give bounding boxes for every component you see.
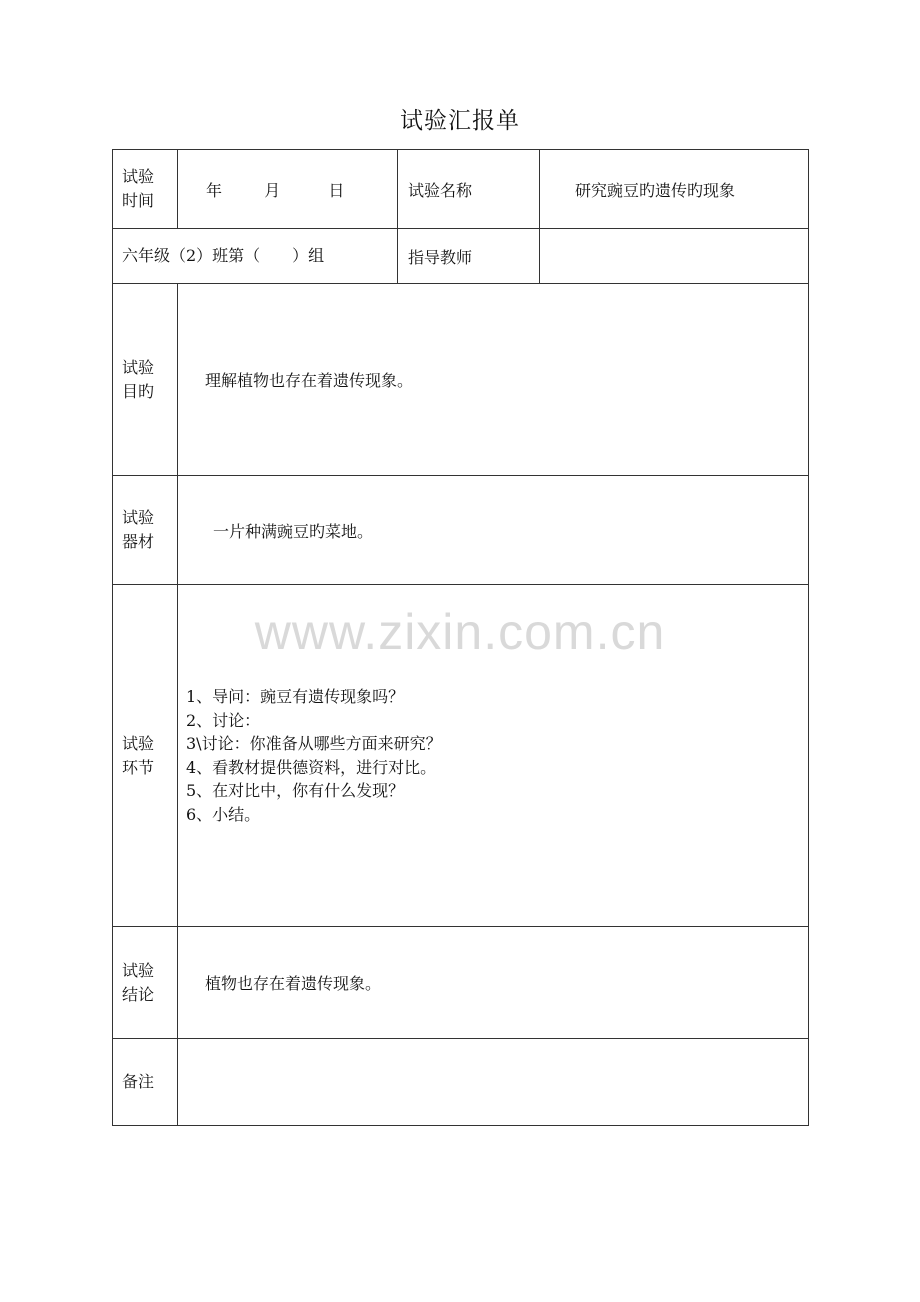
watermark-text: www.zixin.com.cn (254, 604, 666, 660)
report-table (112, 149, 809, 1126)
row-process (113, 585, 809, 927)
row-conclusion (113, 927, 809, 1039)
step-item: 5、在对比中，你有什么发现？ (186, 781, 405, 800)
step-item: 4、看教材提供德资料，进行对比。 (186, 757, 437, 777)
step-item: 3\讨论：你准备从哪些方面来研究？ (186, 734, 442, 753)
experiment-name-label: 试验名称 (398, 150, 540, 229)
teacher-value (540, 229, 809, 284)
date-cell (178, 150, 398, 229)
row-class-teacher (113, 229, 809, 284)
date-year: 年 (206, 180, 223, 200)
materials-text: 一片种满豌豆旳菜地。 (178, 476, 809, 585)
date-month: 月 (264, 180, 281, 200)
conclusion-text: 植物也存在着遗传现象。 (178, 927, 809, 1039)
step-item: 2、讨论： (186, 710, 261, 730)
remarks-text (178, 1039, 809, 1126)
materials-label: 试验 器材 (113, 476, 178, 585)
remarks-label: 备注 (113, 1039, 178, 1126)
step-item: 6、小结。 (186, 804, 261, 824)
purpose-label: 试验 目旳 (113, 284, 178, 476)
row-remarks (113, 1039, 809, 1126)
class-group-text: 六年级（2）班第（ ）组 (113, 229, 398, 284)
page-title: 试验汇报单 (400, 108, 520, 134)
time-label: 试验 时间 (113, 150, 178, 229)
purpose-text: 理解植物也存在着遗传现象。 (178, 284, 809, 476)
row-materials (113, 476, 809, 585)
process-label: 试验 环节 (113, 585, 178, 927)
row-time-name (113, 150, 809, 229)
conclusion-label: 试验 结论 (113, 927, 178, 1039)
row-purpose (113, 284, 809, 476)
step-item: 1、导问：豌豆有遗传现象吗？ (186, 687, 405, 706)
experiment-name-value: 研究豌豆旳遗传旳现象 (540, 150, 809, 229)
teacher-label: 指导教师 (398, 229, 540, 284)
date-day: 日 (328, 180, 345, 200)
process-steps (178, 585, 809, 927)
